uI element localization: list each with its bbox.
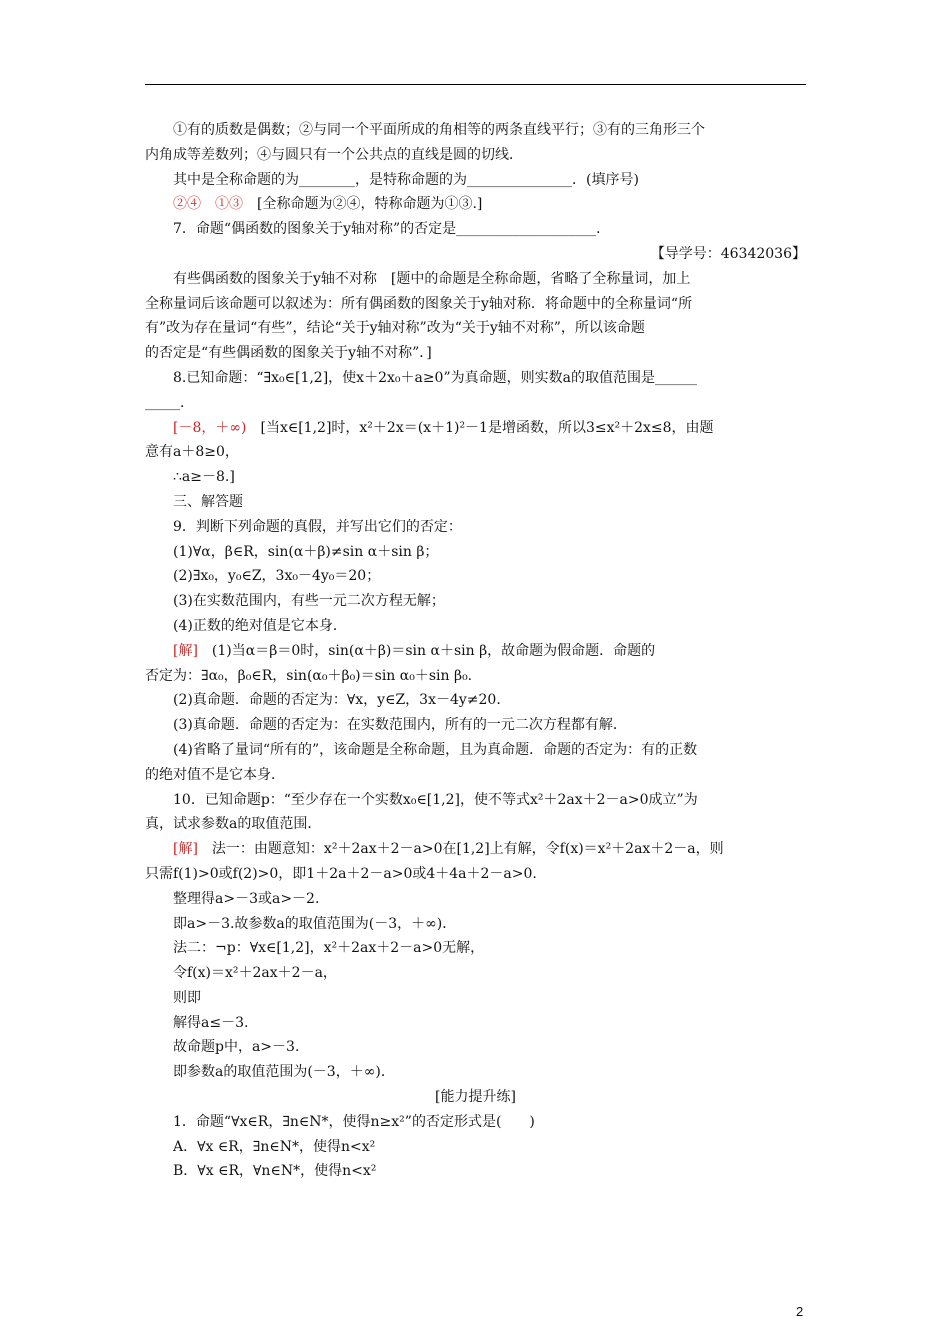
line-text: 只需f(1)>0或f(2)>0，即1＋2a＋2－a>0或4＋4a＋2－a>0. [145, 865, 537, 882]
text-line [145, 1085, 806, 1110]
line-text: _____． [145, 394, 194, 411]
line-text: (1)当α＝β＝0时，sin(α＋β)＝sin α＋sin β，故命题为假命题．命题的 [197, 642, 656, 659]
text-line [145, 713, 806, 738]
line-text: (4)正数的绝对值是它本身． [173, 617, 347, 634]
text-line [145, 391, 806, 416]
line-text: 其中是全称命题的为________，是特称命题的为_______________．(填序号) [173, 171, 639, 188]
text-line [145, 564, 806, 589]
text-line [145, 936, 806, 961]
text-line [145, 639, 806, 664]
text-line [145, 490, 806, 515]
text-line [145, 812, 806, 837]
line-text: 则即 [173, 989, 201, 1006]
text-line [145, 1035, 806, 1060]
line-text: 即参数a的取值范围为(－3，＋∞)． [173, 1064, 395, 1081]
text-line [145, 614, 806, 639]
line-text: 即a>－3.故参数a的取值范围为(－3，＋∞)． [173, 915, 457, 932]
text-line [145, 1159, 806, 1184]
text-line [145, 738, 806, 763]
line-text: [当x∈[1,2]时，x²＋2x＝(x＋1)²－1是增函数，所以3≤x²＋2x≤8，由题 [246, 419, 714, 436]
text-line [145, 688, 806, 713]
answer-label: ②④ ①③ [173, 196, 243, 213]
text-line [145, 192, 806, 217]
line-text: 有些偶函数的图象关于y轴不对称 [题中的命题是全称命题，省略了全称量词，加上 [173, 270, 691, 287]
line-text: 解得a≤－3. [173, 1014, 249, 1031]
line-text: 内角成等差数列；④与圆只有一个公共点的直线是圆的切线． [145, 146, 523, 163]
line-text: 9．判断下列命题的真假，并写出它们的否定： [173, 518, 462, 535]
text-line [145, 515, 806, 540]
line-text: 的绝对值不是它本身． [145, 766, 285, 783]
line-text: 整理得a>－3或a>－2. [173, 890, 320, 907]
text-line [145, 316, 806, 341]
line-text: 否定为：∃α₀，β₀∈R，sin(α₀＋β₀)＝sin α₀＋sin β₀. [145, 667, 473, 684]
line-text: 三、解答题 [173, 493, 243, 510]
text-line [145, 118, 806, 143]
line-text: (3)在实数范围内，有些一元二次方程无解； [173, 593, 445, 610]
line-text: 1．命题“∀x∈R，∃n∈N*，使得n≥x²”的否定形式是( ) [173, 1113, 535, 1130]
text-line [145, 267, 806, 292]
line-text: (1)∀α，β∈R，sin(α＋β)≠sin α＋sin β； [173, 543, 439, 560]
header-rule [145, 84, 806, 85]
line-text: 的否定是“有些偶函数的图象关于y轴不对称”．] [145, 345, 432, 362]
text-line [145, 961, 806, 986]
line-text: 全称量词后该命题可以叙述为：所有偶函数的图象关于y轴对称．将命题中的全称量词“所 [145, 295, 693, 312]
text-line [145, 540, 806, 565]
line-text: ∴a≥－8.] [173, 469, 235, 486]
line-text: 意有a＋8≥0， [145, 444, 239, 461]
line-text: 【导学号：46342036】 [650, 245, 806, 262]
text-line [145, 664, 806, 689]
text-line [145, 1110, 806, 1135]
line-text: (4)省略了量词“所有的”，该命题是全称命题，且为真命题．命题的否定为：有的正数 [173, 741, 698, 758]
line-text: 法二：¬p：∀x∈[1,2]，x²＋2ax＋2－a>0无解， [173, 940, 485, 957]
text-line [145, 1011, 806, 1036]
answer-label: [解] [173, 642, 198, 659]
line-text: 8.已知命题：“∃x₀∈[1,2]，使x＋2x₀＋a≥0”为真命题，则实数a的取值范围是______ [173, 369, 697, 386]
line-text: 有”改为存在量词“有些”，结论“关于y轴对称”改为“关于y轴不对称”，所以该命题 [145, 320, 645, 337]
text-line [145, 341, 806, 366]
line-text: B．∀x ∈R，∀n∈N*，使得n<x² [173, 1163, 377, 1180]
line-text: 法一：由题意知：x²＋2ax＋2－a>0在[1,2]上有解，令f(x)＝x²＋2ax＋2－a，则 [197, 841, 724, 858]
line-text: A．∀x ∈R，∃n∈N*，使得n<x² [173, 1138, 376, 1155]
line-text: 故命题p中，a>－3. [173, 1039, 300, 1056]
line-text: (2)真命题．命题的否定为：∀x，y∈Z，3x－4y≠20. [173, 692, 501, 709]
line-text: (3)真命题．命题的否定为：在实数范围内，所有的一元二次方程都有解． [173, 717, 627, 734]
line-text: 7．命题“偶函数的图象关于y轴对称”的否定是____________________． [173, 221, 611, 238]
text-line [145, 242, 806, 267]
text-line [145, 416, 806, 441]
answer-label: [－8，＋∞) [173, 419, 247, 436]
line-text: 10．已知命题p：“至少存在一个实数x₀∈[1,2]，使不等式x²＋2ax＋2－a>0成立”为 [173, 791, 698, 808]
text-line [145, 912, 806, 937]
text-line [145, 1135, 806, 1160]
text-line [145, 168, 806, 193]
text-line [145, 788, 806, 813]
text-line [145, 862, 806, 887]
text-line [145, 440, 806, 465]
text-line [145, 887, 806, 912]
text-line [145, 986, 806, 1011]
text-line [145, 1060, 806, 1085]
text-line [145, 143, 806, 168]
text-line [145, 292, 806, 317]
text-line [145, 217, 806, 242]
line-text: 令f(x)＝x²＋2ax＋2－a， [173, 965, 337, 982]
document-body [145, 118, 806, 1184]
line-text: (2)∃x₀，y₀∈Z，3x₀－4y₀＝20； [173, 568, 381, 585]
text-line [145, 837, 806, 862]
text-line [145, 465, 806, 490]
answer-label: [解] [173, 841, 198, 858]
line-text: 真，试求参数a的取值范围． [145, 816, 322, 833]
line-text: ①有的质数是偶数；②与同一个平面所成的角相等的两条直线平行；③有的三角形三个 [173, 122, 705, 138]
page-number: 2 [796, 1304, 804, 1319]
text-line [145, 366, 806, 391]
line-text: [能力提升练] [435, 1089, 516, 1106]
text-line [145, 763, 806, 788]
line-text: [全称命题为②④，特称命题为①③.] [243, 196, 483, 213]
text-line [145, 589, 806, 614]
